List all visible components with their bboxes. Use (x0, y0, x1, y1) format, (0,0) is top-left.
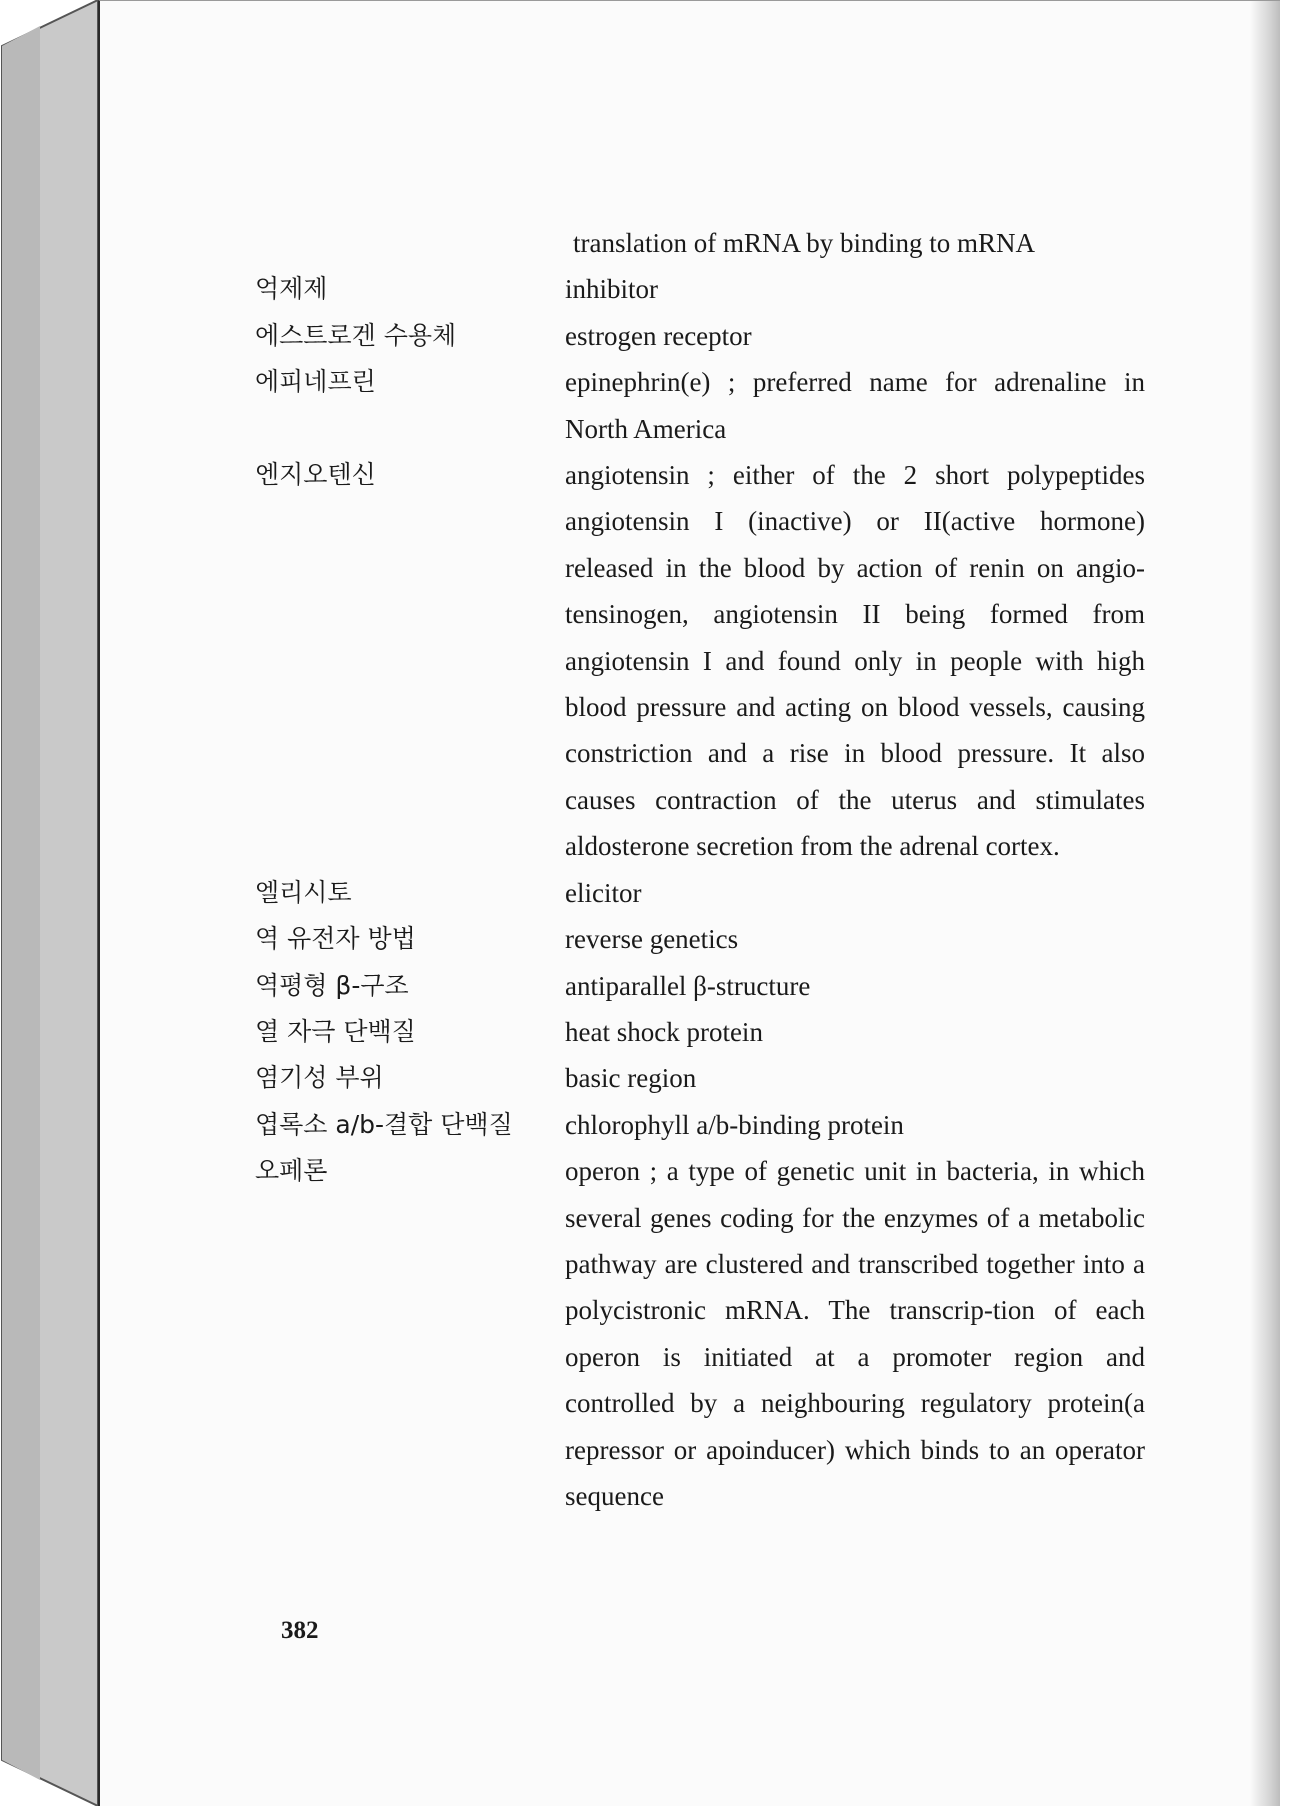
glossary-term: 엽록소 a/b-결합 단백질 (255, 1109, 513, 1139)
page-number: 382 (281, 1617, 319, 1644)
glossary-term: 엘리시토 (255, 877, 352, 907)
glossary-definition: heat shock protein (565, 1016, 763, 1047)
glossary-entry (255, 452, 1155, 870)
glossary-definition: epinephrin(e) ; preferred name for adrenaline in North America (565, 367, 1145, 444)
glossary-definition: basic region (565, 1063, 697, 1094)
glossary-term: 염기성 부위 (255, 1063, 384, 1093)
glossary-definition: estrogen receptor (565, 320, 752, 351)
glossary-entry (255, 1148, 1155, 1519)
glossary-entry-continuation (255, 220, 1155, 266)
glossary-term: 에스트로겐 수용체 (255, 320, 457, 350)
glossary-entry (255, 313, 1155, 359)
glossary-entry (255, 870, 1155, 916)
glossary-entry (255, 1055, 1155, 1101)
glossary-definition: antiparallel β-structure (565, 970, 811, 1001)
glossary-definition: reverse genetics (565, 924, 739, 955)
glossary-term: 오페론 (255, 1156, 328, 1186)
glossary-definition: operon ; a type of genetic unit in bacteria, in which several genes coding for the enzymes of a metabolic pathway are clustered and transcribed together into a polycistronic mRNA. The transcrip-tion of each operon is initiated at a promoter region and controlled by a neighbouring regulatory protein(a repressor or apoinducer) which binds to an operator sequence (565, 1156, 1145, 1511)
glossary-definition: translation of mRNA by binding to mRNA (573, 228, 1035, 258)
book-spine (0, 0, 100, 1806)
glossary-term: 역 유전자 방법 (255, 924, 416, 954)
glossary-entry (255, 266, 1155, 312)
glossary-entry (255, 963, 1155, 1009)
glossary-entry (255, 359, 1155, 452)
glossary-definition: chlorophyll a/b-binding protein (565, 1109, 904, 1140)
page-edge-shadow (1250, 1, 1280, 1806)
glossary-definition: angiotensin ; either of the 2 short polypeptides angiotensin I (inactive) or II(active hormone) released in the blood by action of renin on angio-tensinogen, angiotensin II being formed from angiotensin I and found only in people with high blood pressure and acting on blood vessels, causing constriction and a rise in blood pressure. It also causes contraction of the uterus and stimulates aldosterone secretion from the adrenal cortex. (565, 460, 1145, 862)
glossary-term: 열 자극 단백질 (255, 1016, 416, 1046)
glossary-term: 억제제 (255, 274, 328, 304)
glossary-term: 엔지오텐신 (255, 460, 376, 490)
glossary-entry (255, 916, 1155, 962)
glossary-entry (255, 1009, 1155, 1055)
glossary-list (255, 220, 1155, 1519)
glossary-definition: elicitor (565, 877, 642, 908)
glossary-term: 에피네프린 (255, 367, 376, 397)
glossary-entry (255, 1102, 1155, 1148)
glossary-definition: inhibitor (565, 274, 658, 305)
glossary-term: 역평형 β-구조 (255, 970, 409, 1000)
